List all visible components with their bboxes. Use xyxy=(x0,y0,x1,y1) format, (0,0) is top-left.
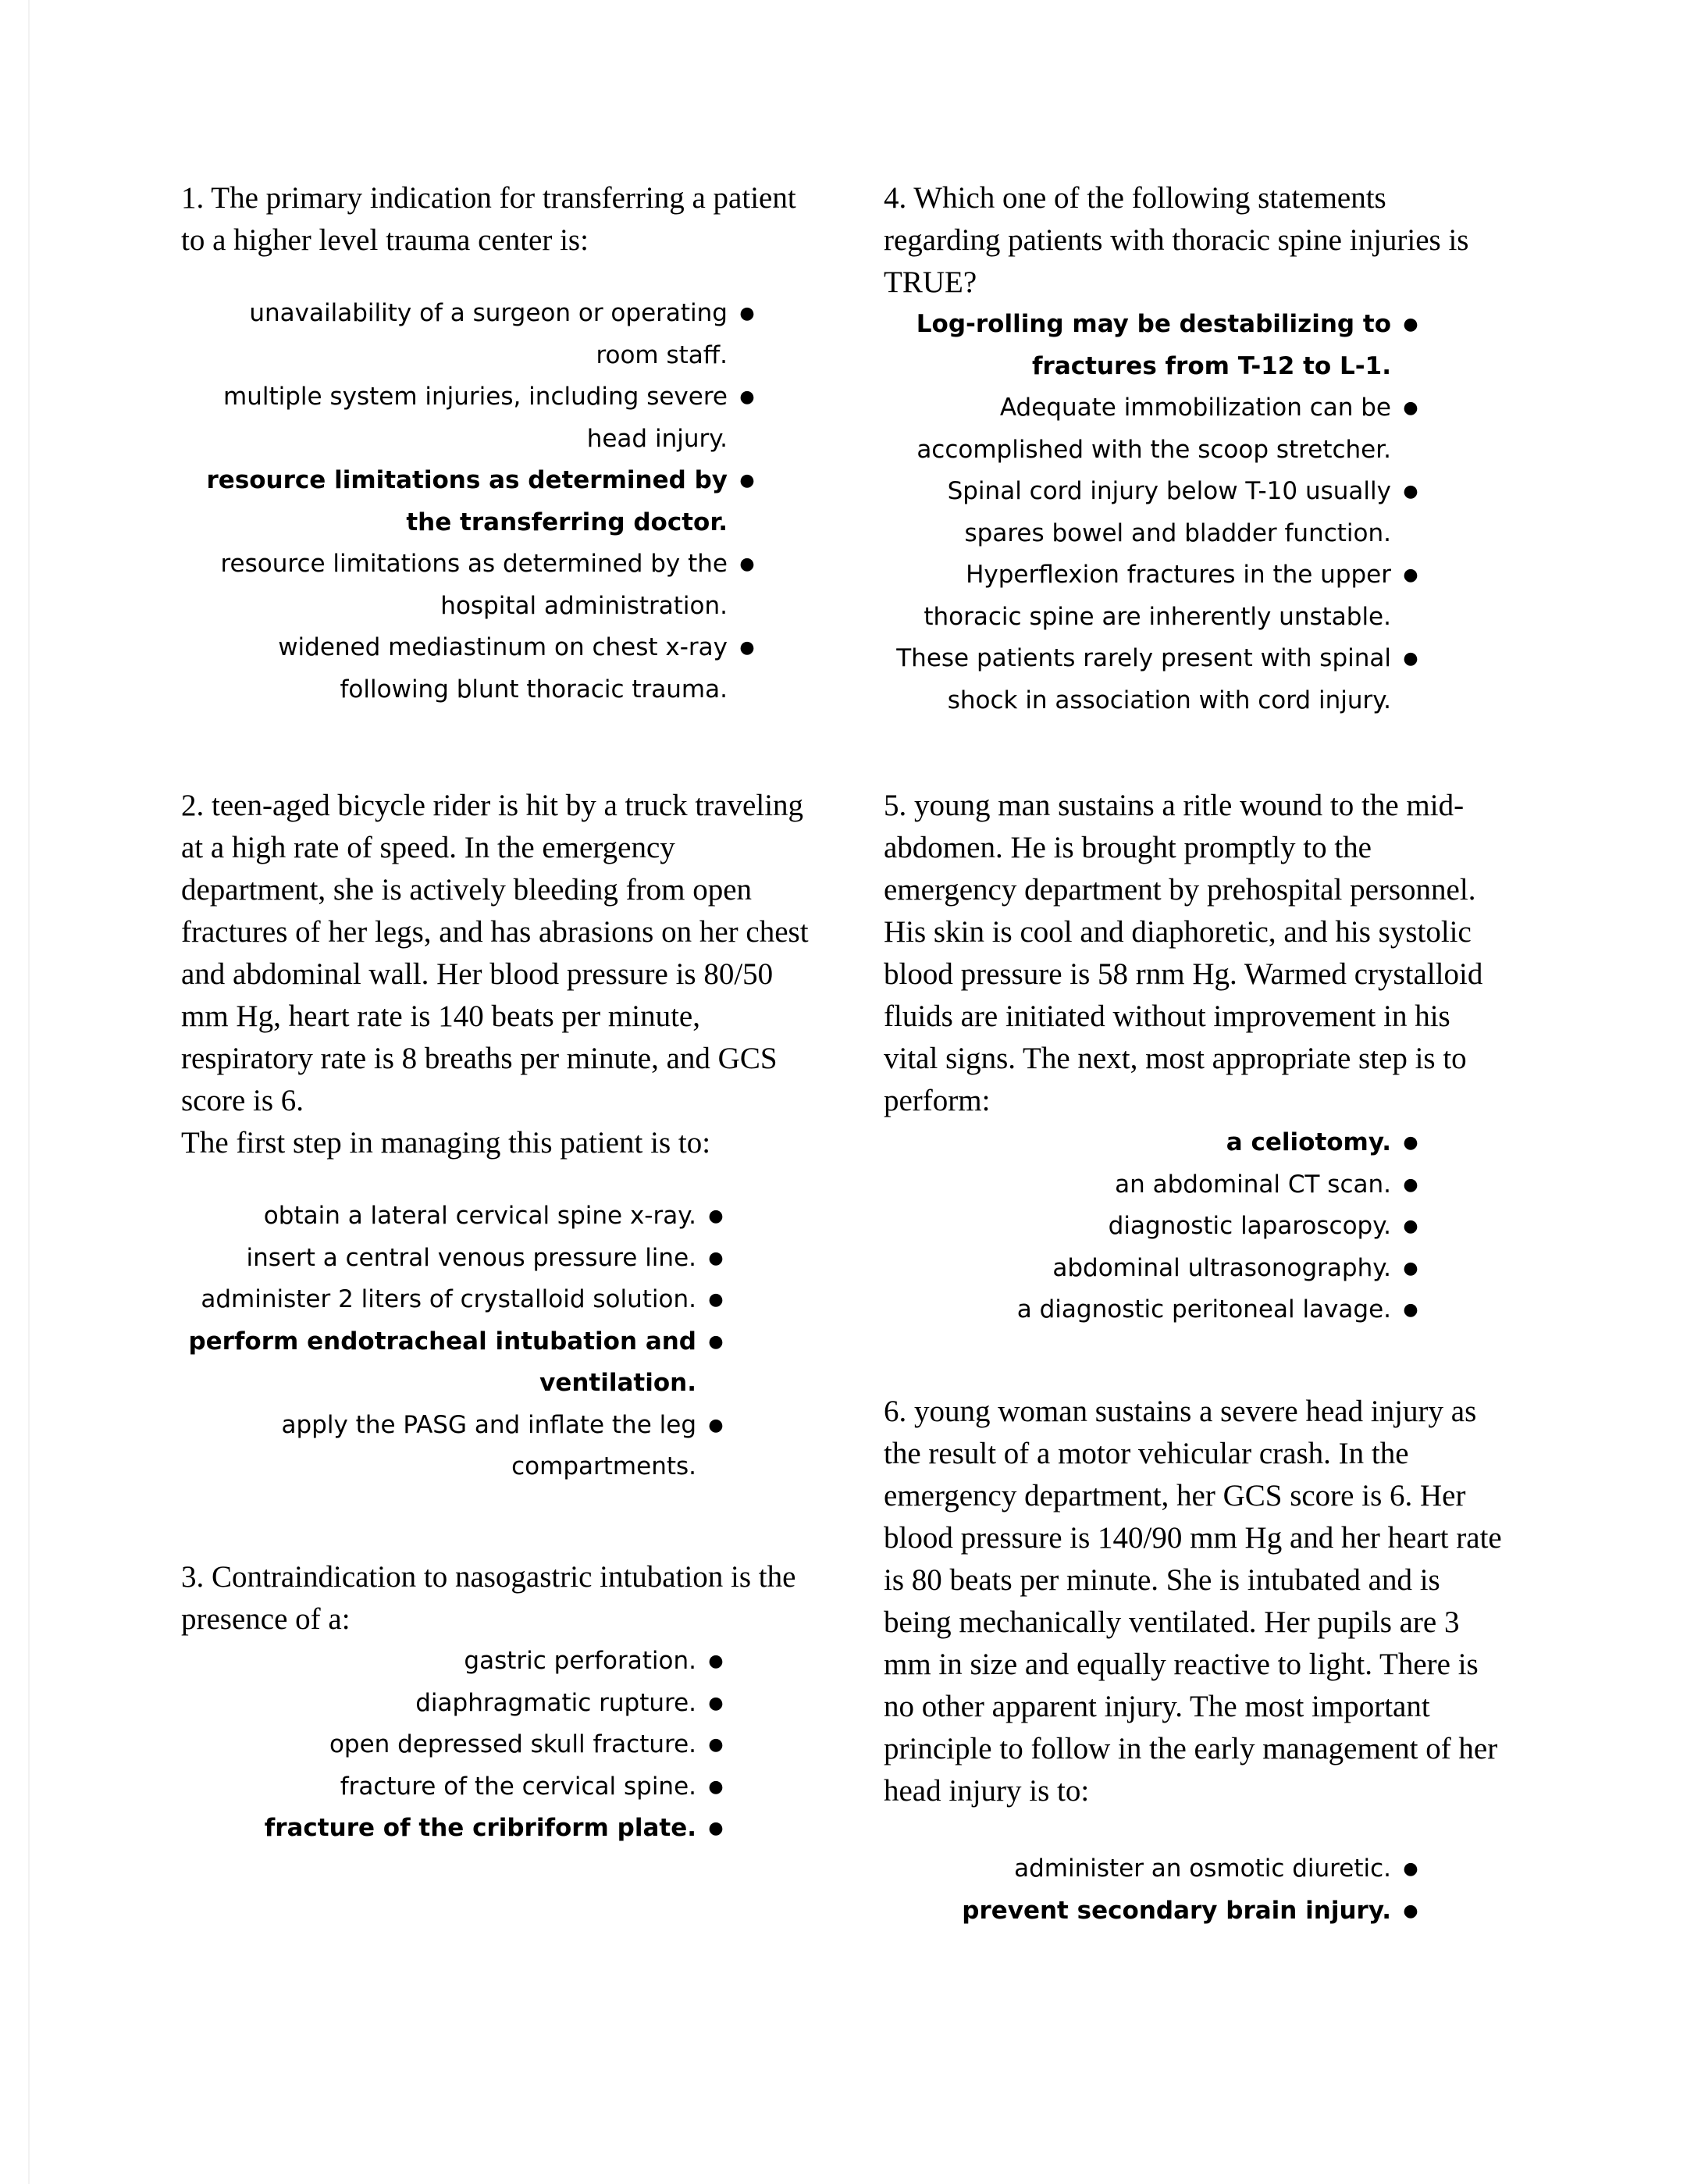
option-text: diaphragmatic rupture. xyxy=(415,1688,696,1717)
answer-option[interactable] xyxy=(884,638,1418,721)
question-stem: 6. young woman sustains a severe head injury as the result of a motor vehicular crash. In the emergency department, her GCS score is 6. Her blood pressure is 140/90 mm Hg and her heart rate is 80 beats per minute. She is intubated and is being mechanically ventilated. Her pupils are 3 mm in size and equally reactive to light. There is no other apparent injury. The most important principle to follow in the early management of her head injury is to: xyxy=(884,1395,1502,1808)
bullet-icon: ● xyxy=(1403,398,1418,418)
answer-options xyxy=(884,1848,1418,1932)
bullet-icon: ● xyxy=(708,1651,724,1671)
answer-option[interactable] xyxy=(181,1724,724,1766)
question-1 xyxy=(181,177,813,711)
answer-option[interactable] xyxy=(181,627,755,711)
answer-option[interactable] xyxy=(884,1289,1418,1331)
option-text: apply the PASG and inflate the leg compartments. xyxy=(281,1410,696,1480)
answer-option-correct[interactable] xyxy=(884,1122,1418,1164)
bullet-icon: ● xyxy=(1403,649,1418,668)
answer-options xyxy=(181,1195,724,1488)
question-2 xyxy=(181,785,813,1488)
answer-option[interactable] xyxy=(181,1279,724,1321)
option-text: fracture of the cervical spine. xyxy=(340,1772,696,1801)
bullet-icon: ● xyxy=(708,1331,724,1352)
bullet-icon: ● xyxy=(739,554,755,574)
option-text: resource limitations as determined by the hospital administration. xyxy=(220,550,728,620)
bullet-icon: ● xyxy=(739,471,755,490)
bullet-icon: ● xyxy=(708,1290,724,1309)
option-text: Hyperflexion fractures in the upper thoracic spine are inherently unstable. xyxy=(924,561,1391,631)
bullet-icon: ● xyxy=(1403,1901,1418,1921)
question-4 xyxy=(884,177,1508,721)
answer-option[interactable] xyxy=(181,1766,724,1808)
bullet-icon: ● xyxy=(739,638,755,657)
option-text: These patients rarely present with spinal shock in association with cord injury. xyxy=(896,644,1391,714)
answer-option[interactable] xyxy=(884,554,1418,638)
answer-option[interactable] xyxy=(181,376,755,460)
option-text: fracture of the cribriform plate. xyxy=(264,1814,696,1842)
option-text: Spinal cord injury below T-10 usually spares bowel and bladder function. xyxy=(947,477,1391,547)
bullet-icon: ● xyxy=(1403,1300,1418,1320)
answer-option[interactable] xyxy=(884,471,1418,554)
option-text: Adequate immobilization can be accomplished with the scoop stretcher. xyxy=(916,394,1391,464)
option-text: resource limitations as determined by the transferring doctor. xyxy=(206,466,728,536)
option-text: obtain a lateral cervical spine x-ray. xyxy=(263,1202,696,1230)
option-text: gastric perforation. xyxy=(464,1647,696,1675)
answer-option[interactable] xyxy=(884,1248,1418,1290)
option-text: perform endotracheal intubation and ventilation. xyxy=(188,1327,696,1397)
option-text: abdominal ultrasonography. xyxy=(1052,1253,1391,1282)
answer-option[interactable] xyxy=(181,1405,724,1488)
bullet-icon: ● xyxy=(1403,315,1418,334)
option-text: widened mediastinum on chest x-ray following blunt thoracic trauma. xyxy=(278,633,728,704)
bullet-icon: ● xyxy=(708,1248,724,1268)
bullet-icon: ● xyxy=(1403,1174,1418,1195)
bullet-icon: ● xyxy=(1403,1859,1418,1879)
question-stem: 5. young man sustains a ritle wound to the mid-abdomen. He is brought promptly to the emergency department by prehospital personnel. His skin is cool and diaphoretic, and his systolic blood pressure is 58 rnm Hg. Warmed crystalloid fluids are initiated without improvement in his vital signs. The next, most appropriate step is to perform: xyxy=(884,789,1483,1117)
answer-option-correct[interactable] xyxy=(884,304,1418,387)
bullet-icon: ● xyxy=(1403,1258,1418,1278)
question-3 xyxy=(181,1556,813,1850)
answer-options xyxy=(181,1641,724,1850)
option-text: diagnostic laparoscopy. xyxy=(1108,1212,1391,1240)
option-text: prevent secondary brain injury. xyxy=(962,1896,1391,1925)
answer-option[interactable] xyxy=(884,1206,1418,1248)
question-5 xyxy=(884,785,1508,1331)
bullet-icon: ● xyxy=(1403,1217,1418,1236)
answer-option-correct[interactable] xyxy=(884,1890,1418,1933)
answer-options xyxy=(884,1122,1418,1331)
option-text: a diagnostic peritoneal lavage. xyxy=(1016,1295,1391,1324)
option-text: unavailability of a surgeon or operating room staff. xyxy=(249,299,728,369)
option-text: administer an osmotic diuretic. xyxy=(1014,1854,1391,1883)
bullet-icon: ● xyxy=(1403,482,1418,501)
question-6 xyxy=(884,1391,1508,1932)
bullet-icon: ● xyxy=(739,304,755,323)
bullet-icon: ● xyxy=(708,1415,724,1435)
answer-option[interactable] xyxy=(181,293,755,376)
answer-option[interactable] xyxy=(181,1683,724,1725)
question-stem: 4. Which one of the following statements regarding patients with thoracic spine injuries is TRUE? xyxy=(884,181,1469,299)
answer-option-correct[interactable] xyxy=(181,460,755,543)
option-text: multiple system injuries, including severe head injury. xyxy=(223,383,728,453)
question-stem: 3. Contraindication to nasogastric intubation is the presence of a: xyxy=(181,1560,796,1636)
question-stem-continued: The first step in managing this patient is to: xyxy=(181,1126,711,1160)
answer-options xyxy=(884,304,1418,721)
answer-option[interactable] xyxy=(181,1238,724,1280)
answer-option[interactable] xyxy=(884,1164,1418,1206)
option-text: administer 2 liters of crystalloid solution. xyxy=(201,1285,696,1313)
bullet-icon: ● xyxy=(708,1819,724,1838)
answer-option-correct[interactable] xyxy=(181,1321,724,1405)
answer-option[interactable] xyxy=(884,387,1418,471)
bullet-icon: ● xyxy=(739,387,755,407)
answer-option[interactable] xyxy=(181,543,755,627)
bullet-icon: ● xyxy=(708,1693,724,1713)
answer-option[interactable] xyxy=(181,1195,724,1238)
answer-option[interactable] xyxy=(181,1641,724,1683)
option-text: Log-rolling may be destabilizing to fractures from T-12 to L-1. xyxy=(916,310,1391,380)
bullet-icon: ● xyxy=(708,1735,724,1755)
bullet-icon: ● xyxy=(708,1776,724,1797)
bullet-icon: ● xyxy=(1403,565,1418,585)
answer-options xyxy=(181,293,755,711)
option-text: open depressed skull fracture. xyxy=(329,1730,696,1758)
question-stem: 2. teen-aged bicycle rider is hit by a truck traveling at a high rate of speed. In the emergency department, she is actively bleeding from open fractures of her legs, and has abrasions on her chest and abdominal wall. Her blood pressure is 80/50 mm Hg, heart rate is 140 beats per minute, respiratory rate is 8 breaths per minute, and GCS score is 6. xyxy=(181,789,809,1117)
answer-option[interactable] xyxy=(884,1848,1418,1890)
answer-option-correct[interactable] xyxy=(181,1808,724,1850)
bullet-icon: ● xyxy=(708,1206,724,1226)
question-stem: 1. The primary indication for transferring a patient to a higher level trauma center is: xyxy=(181,181,796,257)
option-text: insert a central venous pressure line. xyxy=(246,1243,696,1272)
option-text: a celiotomy. xyxy=(1226,1128,1391,1156)
bullet-icon: ● xyxy=(1403,1133,1418,1153)
page-edge xyxy=(28,0,30,2184)
option-text: an abdominal CT scan. xyxy=(1115,1170,1391,1199)
